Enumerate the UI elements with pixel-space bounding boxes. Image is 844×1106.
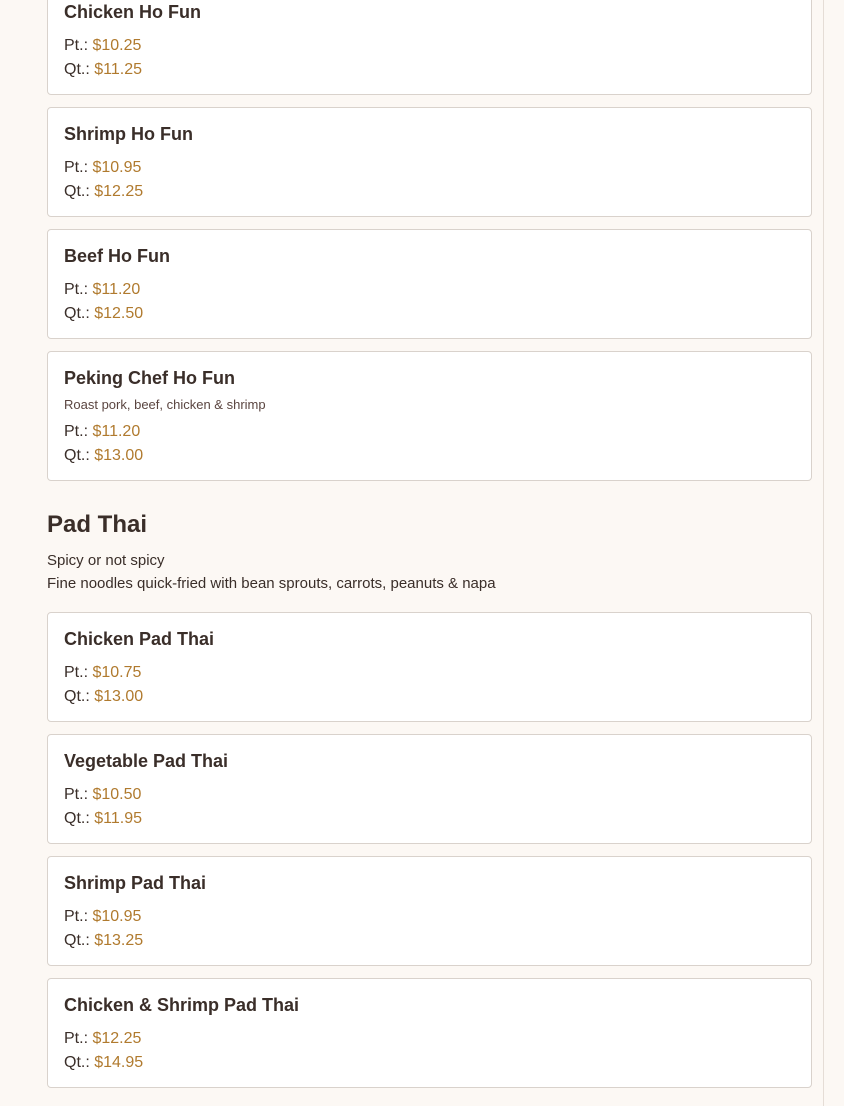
menu-item-name: Peking Chef Ho Fun [64,368,235,388]
menu-item-card[interactable] [47,229,812,339]
menu-item-name: Vegetable Pad Thai [64,751,229,771]
pint-price: $12.25 [92,1030,142,1047]
menu-content [47,0,812,1100]
quart-price: $11.25 [94,61,142,78]
quart-price-row [64,685,795,709]
quart-price-row [64,807,795,831]
pint-label: Pt.: [64,281,89,298]
quart-price: $11.95 [94,810,142,827]
pint-price-row [64,783,795,807]
menu-item-card[interactable] [47,734,812,844]
quart-price-row [64,58,795,82]
menu-item-card[interactable] [47,856,812,966]
menu-item-name: Beef Ho Fun [64,246,170,266]
quart-price: $13.00 [94,447,144,464]
pint-price: $10.50 [92,786,142,803]
menu-item-card[interactable] [47,978,812,1088]
menu-item-card[interactable] [47,612,812,722]
pint-price-row [64,1027,795,1051]
pint-price-row [64,156,795,180]
menu-item-name: Chicken Ho Fun [64,2,202,22]
quart-price: $12.25 [94,183,144,200]
quart-label: Qt.: [64,305,90,322]
quart-label: Qt.: [64,688,90,705]
pint-label: Pt.: [64,786,89,803]
quart-price-row [64,444,795,468]
quart-label: Qt.: [64,810,90,827]
quart-price: $14.95 [94,1054,144,1071]
pint-label: Pt.: [64,664,89,681]
menu-item-name: Shrimp Pad Thai [64,873,207,893]
pint-price-row [64,420,795,444]
section-heading: Pad Thai [47,511,148,538]
quart-label: Qt.: [64,932,90,949]
quart-price: $13.00 [94,688,144,705]
pint-price: $10.95 [92,159,142,176]
menu-item-card[interactable] [47,107,812,217]
page-divider [823,0,824,1106]
pint-price: $10.75 [92,664,142,681]
menu-item-description: Roast pork, beef, chicken & shrimp [64,397,266,412]
menu-item-name: Chicken & Shrimp Pad Thai [64,995,300,1015]
quart-label: Qt.: [64,61,90,78]
quart-price-row [64,180,795,204]
quart-label: Qt.: [64,183,90,200]
quart-label: Qt.: [64,1054,90,1071]
pint-price-row [64,34,795,58]
pint-label: Pt.: [64,423,89,440]
pint-label: Pt.: [64,908,89,925]
quart-price: $13.25 [94,932,144,949]
pint-price: $11.20 [92,423,141,440]
quart-price: $12.50 [94,305,144,322]
quart-price-row [64,1051,795,1075]
pint-price: $10.95 [92,908,142,925]
menu-item-name: Shrimp Ho Fun [64,124,193,144]
pint-price: $10.25 [92,37,142,54]
pint-price: $11.20 [92,281,141,298]
quart-price-row [64,302,795,326]
pint-label: Pt.: [64,1030,89,1047]
section-note: Fine noodles quick-fried with bean sprouts, carrots, peanuts & napa [47,575,496,592]
section-notes [47,549,812,595]
quart-price-row [64,929,795,953]
pint-label: Pt.: [64,37,89,54]
section-note: Spicy or not spicy [47,552,165,569]
menu-item-card[interactable] [47,351,812,481]
pint-label: Pt.: [64,159,89,176]
quart-label: Qt.: [64,447,90,464]
menu-item-name: Chicken Pad Thai [64,629,215,649]
pint-price-row [64,905,795,929]
pint-price-row [64,661,795,685]
pint-price-row [64,278,795,302]
menu-item-card[interactable] [47,0,812,95]
